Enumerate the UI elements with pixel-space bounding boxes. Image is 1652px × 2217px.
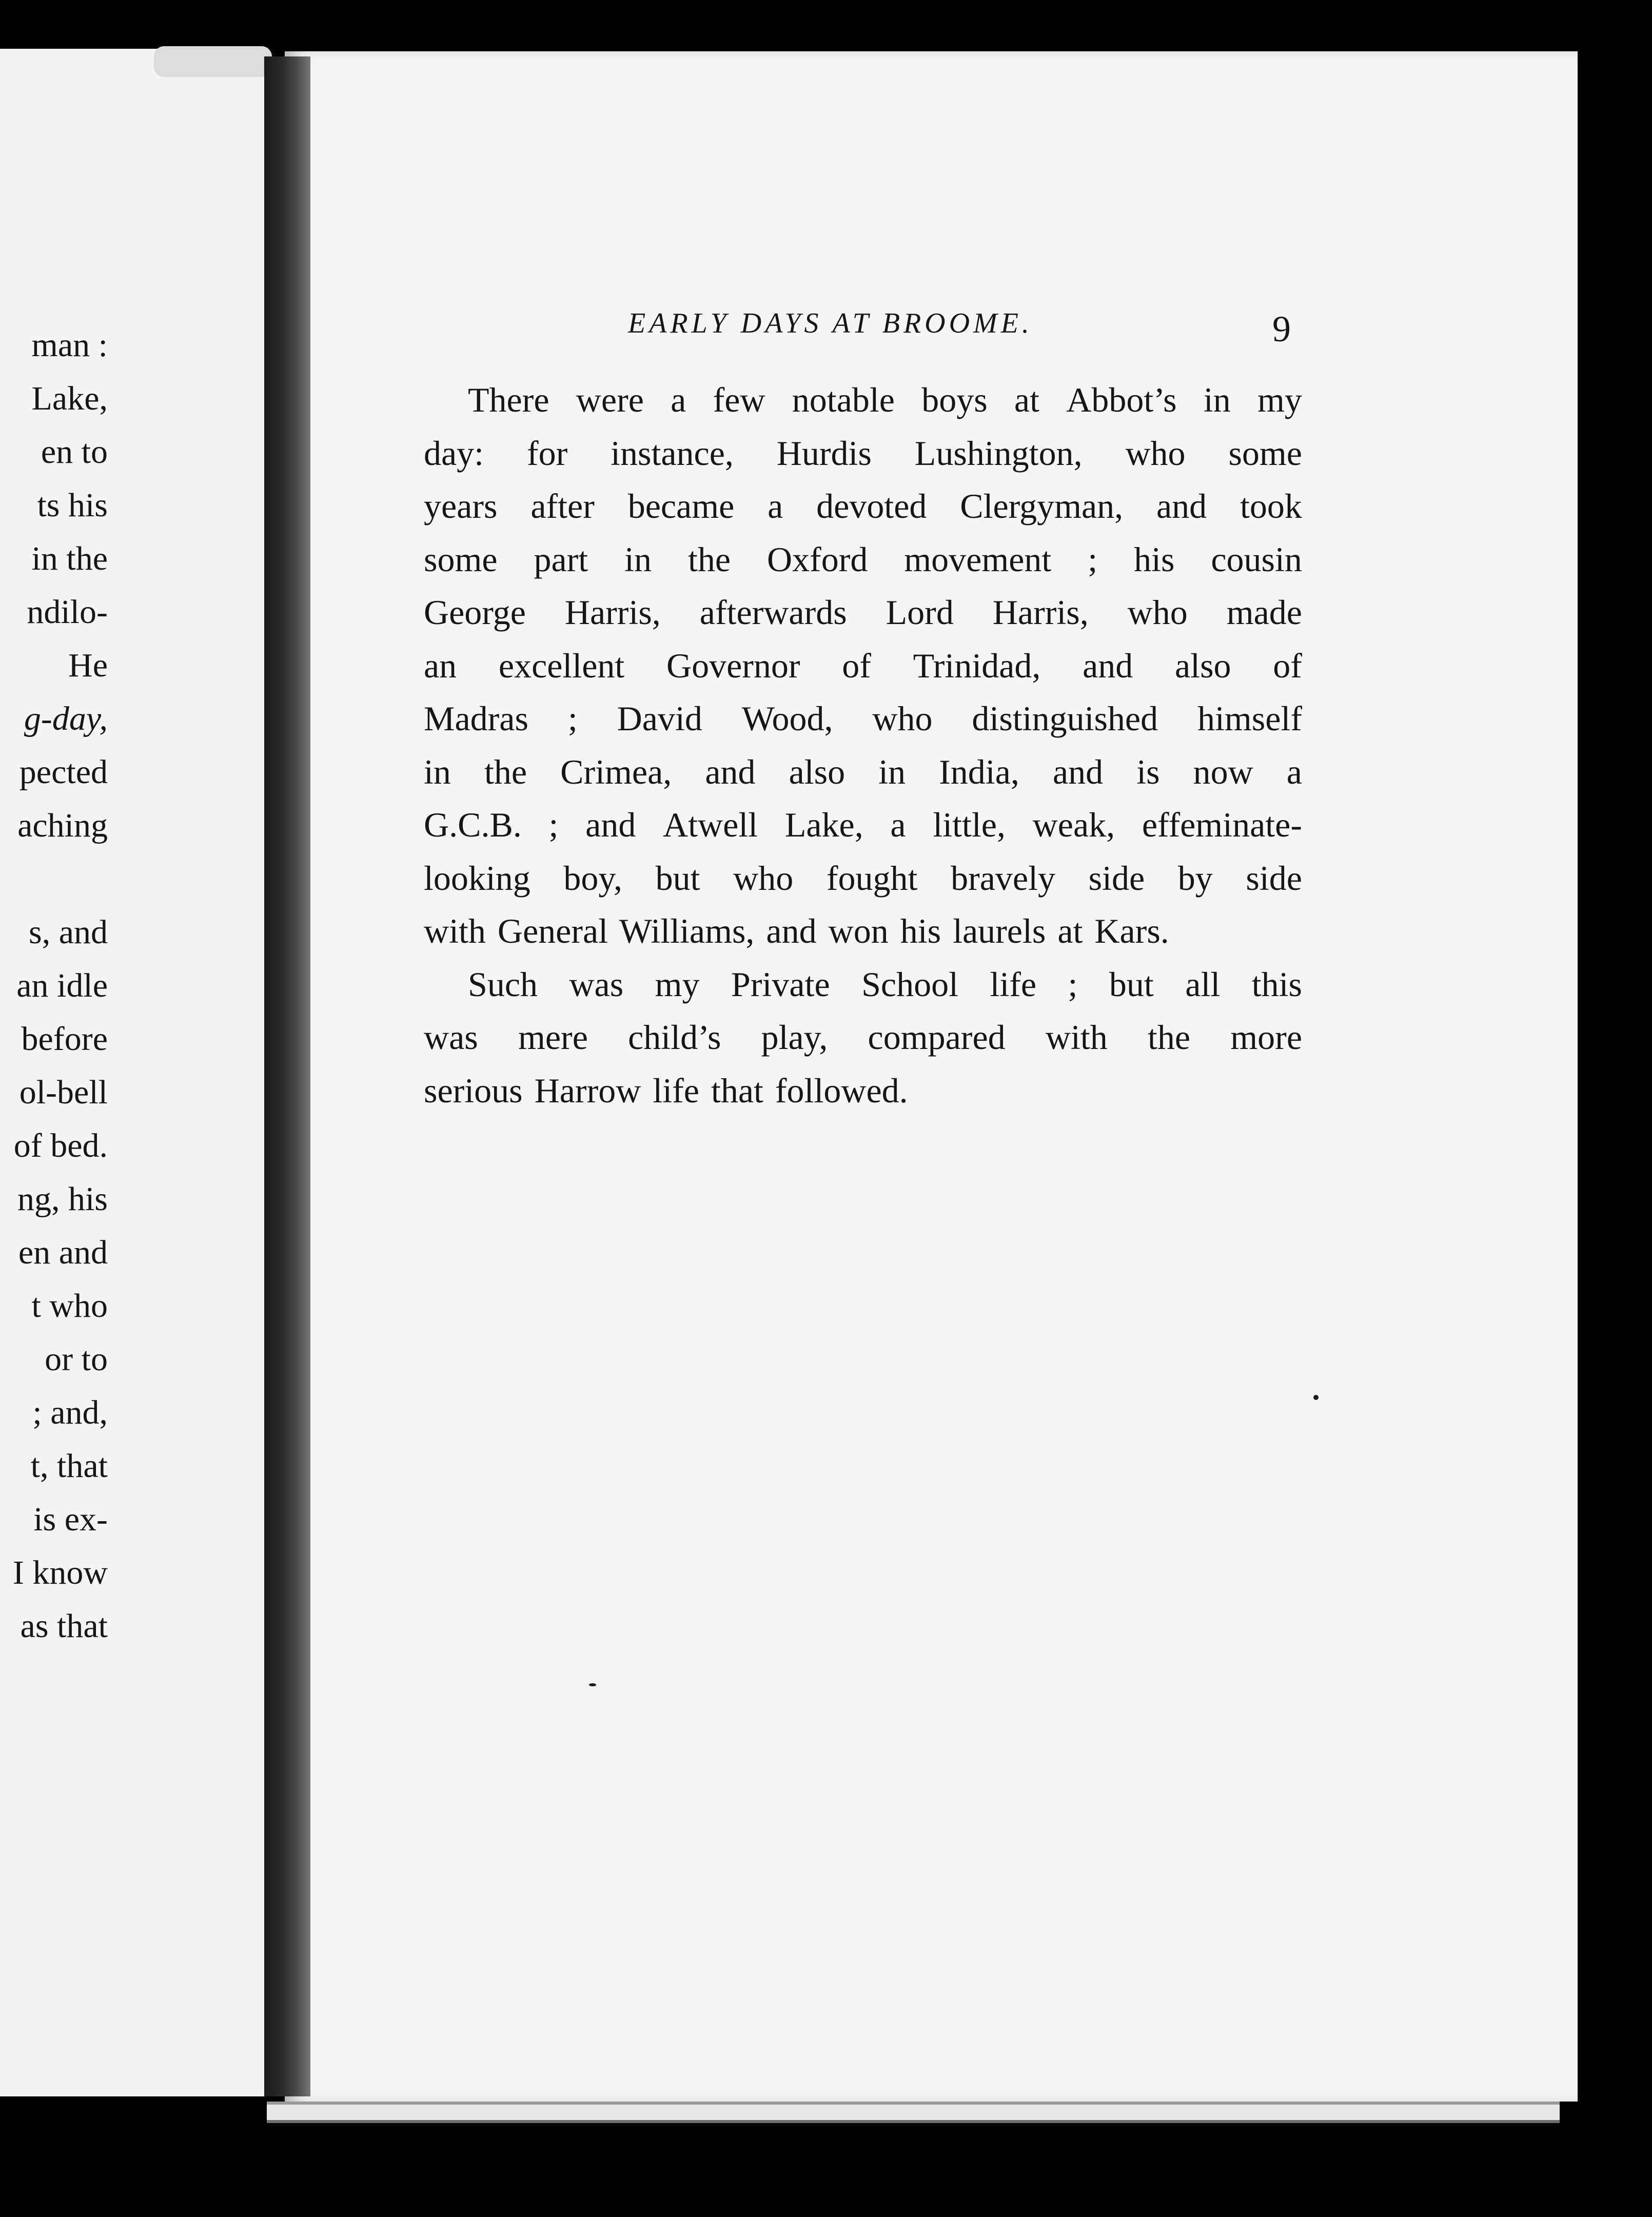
left-page-line: pected bbox=[19, 753, 108, 791]
page-bottom-edge bbox=[267, 2102, 1560, 2123]
left-page-line: He bbox=[68, 647, 108, 684]
body-text-line: Such was my Private School life ; but all this bbox=[468, 964, 1302, 1004]
body-text-line: Madras ; David Wood, who distinguished himself bbox=[424, 699, 1302, 738]
body-text-line: an excellent Governor of Trinidad, and also of bbox=[424, 646, 1302, 685]
left-page-line: en to bbox=[41, 433, 108, 471]
left-page-line: an idle bbox=[16, 967, 108, 1004]
left-page-line: t who bbox=[31, 1287, 108, 1325]
body-text-line: There were a few notable boys at Abbot’s in my bbox=[468, 380, 1302, 419]
left-page-line: t, that bbox=[30, 1447, 108, 1485]
left-page-line: of bed. bbox=[13, 1127, 108, 1164]
left-page bbox=[0, 49, 264, 2096]
left-page-line: ; and, bbox=[32, 1394, 108, 1431]
body-text-line: some part in the Oxford movement ; his cousin bbox=[424, 539, 1302, 579]
left-page-line: in the bbox=[31, 540, 108, 577]
body-text-line: looking boy, but who fought bravely side by side bbox=[424, 858, 1302, 898]
left-page-line: as that bbox=[20, 1607, 108, 1645]
ink-speck bbox=[1313, 1395, 1319, 1400]
body-text-line: years after became a devoted Clergyman, and took bbox=[424, 487, 1302, 526]
body-text-line: George Harris, afterwards Lord Harris, who made bbox=[424, 593, 1302, 632]
page-number: 9 bbox=[1272, 308, 1291, 349]
body-text bbox=[424, 374, 1302, 1117]
book-gutter bbox=[264, 56, 310, 2096]
body-text-line: day: for instance, Hurdis Lushington, who some bbox=[424, 433, 1302, 473]
book-spine-top bbox=[154, 46, 272, 77]
left-page-line: I know bbox=[12, 1554, 108, 1591]
left-page-line: aching bbox=[17, 807, 108, 844]
left-page-text bbox=[0, 49, 264, 2096]
body-text-line: was mere child’s play, compared with the more bbox=[424, 1018, 1302, 1057]
ink-speck bbox=[589, 1683, 596, 1686]
body-text-line: serious Harrow life that followed. bbox=[424, 1071, 908, 1110]
body-text-line: in the Crimea, and also in India, and is now a bbox=[424, 752, 1302, 791]
body-text-line: with General Williams, and won his laurels at Kars. bbox=[424, 911, 1169, 950]
left-page-line: is ex- bbox=[33, 1501, 108, 1538]
left-page-line: before bbox=[21, 1020, 108, 1058]
running-head: EARLY DAYS AT BROOME. bbox=[628, 307, 1033, 339]
left-page-line: ndilo- bbox=[27, 593, 108, 631]
left-page-line: ol-bell bbox=[19, 1074, 108, 1111]
left-page-line: man : bbox=[31, 326, 108, 364]
body-text-line: G.C.B. ; and Atwell Lake, a little, weak, effeminate- bbox=[424, 805, 1302, 844]
left-page-line: or to bbox=[45, 1340, 108, 1378]
left-page-line: ng, his bbox=[17, 1180, 108, 1218]
left-page-line: Lake, bbox=[31, 380, 108, 417]
left-page-line: g-day, bbox=[24, 700, 108, 737]
left-page-line: s, and bbox=[29, 913, 108, 951]
left-page-line: en and bbox=[18, 1234, 108, 1271]
left-page-line: ts his bbox=[37, 487, 108, 524]
